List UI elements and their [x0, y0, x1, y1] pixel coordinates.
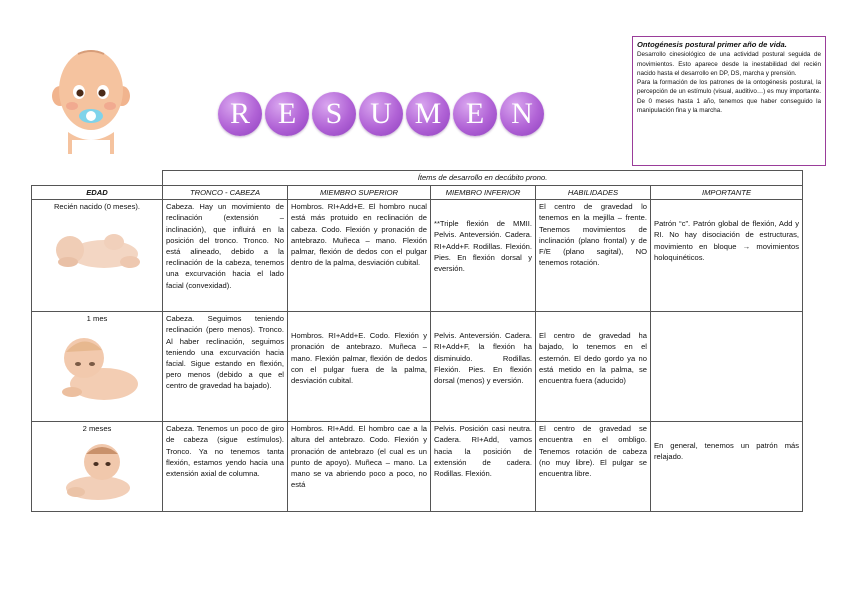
column-header-upper-limb: MIEMBRO SUPERIOR	[288, 186, 431, 200]
age-label: 2 meses	[82, 424, 112, 434]
upper-limb-cell: Hombros. RI+Add+E. El hombro nucal está más protuido en reclinación de cabeza. Codo. Flexión y pronación de antebrazo. Muñeca – mano. Flexión palmar, flexión de dedos con el pulgar dentro de la palma, desviación cubital.	[288, 200, 431, 312]
age-cell	[32, 200, 163, 312]
summary-body: Desarrollo cinesiológico de una actividad postural seguida de movimientos. Esto aparece desde la inestabilidad del recién nacido hasta el desarrollo en DP, DS, marcha y prensión.	[637, 51, 821, 77]
age-label: 1 mes	[86, 314, 108, 324]
table-caption: Ítems de desarrollo en decúbito prono.	[163, 171, 803, 186]
table-corner	[32, 171, 163, 186]
title-letter: M	[406, 92, 450, 136]
column-header-age: EDAD	[32, 186, 163, 200]
age-label: Recién nacido (0 meses).	[53, 202, 141, 212]
table-row	[32, 312, 803, 422]
lower-limb-cell: Pelvis. Anteversión. Cadera. RI+Add+F, la flexión ha disminuido. Rodillas. Flexión. Pies. En flexión dorsal (menos) y eversión.	[431, 312, 536, 422]
page-title	[218, 86, 620, 144]
age-cell	[32, 422, 163, 512]
skills-cell: El centro de gravedad ha bajado, lo tenemos en el esternón. El dedo gordo ya no está metido en la palma, se encuentra fuera (aducido)	[536, 312, 651, 422]
column-header-lower-limb: MIEMBRO INFERIOR	[431, 186, 536, 200]
summary-body-2: Para la formación de los patrones de la ontogénesis postural, la percepción de un estímulo (visual, auditivo…) es muy importante. De 0 meses hasta 1 año, tenemos que haber conseguido la manipulación fina y la marcha.	[637, 79, 821, 115]
lower-limb-cell: Pelvis. Posición casi neutra. Cadera. RI+Add, vamos hacia la posición de extensión de cadera. Rodillas. Flexión.	[431, 422, 536, 512]
column-header-skills: HABILIDADES	[536, 186, 651, 200]
table-row	[32, 422, 803, 512]
upper-limb-cell: Hombros. RI+Add. El hombro cae a la altura del antebrazo. Codo. Flexión y pronación de antebrazo (el cual es un punto de apoyo). Muñeca – mano. La mano se va abriendo poco a poco, no está	[288, 422, 431, 512]
one-month-baby-photo	[52, 328, 142, 408]
trunk-cell: Cabeza. Hay un movimiento de reclinación (extensión – inclinación), que influirá en la posición del tronco. Tronco. No está alineado, debido a la reclinación de la cabeza, tenemos una excurvación hacia el lado facial (convexidad).	[163, 200, 288, 312]
development-table	[31, 170, 802, 512]
important-cell	[651, 312, 803, 422]
important-cell: En general, tenemos un patrón más relajado.	[651, 422, 803, 512]
table-row	[32, 200, 803, 312]
baby-face-logo	[48, 44, 134, 154]
trunk-cell: Cabeza. Seguimos teniendo reclinación (pero menos). Tronco. Al haber reclinación, seguimos teniendo una excurvación hacia facial. Sigue estando en flexión, pero menos (debido a que el centro de gravedad ha bajado).	[163, 312, 288, 422]
age-cell	[32, 312, 163, 422]
summary-box	[632, 36, 826, 166]
newborn-photo	[48, 216, 146, 274]
column-header-important: IMPORTANTE	[651, 186, 803, 200]
summary-title: Ontogénesis postural primer año de vida.	[637, 40, 787, 49]
two-month-baby-photo	[58, 438, 136, 504]
title-letter: N	[500, 92, 544, 136]
upper-limb-cell: Hombros. RI+Add+E. Codo. Flexión y pronación de antebrazo. Muñeca – mano. Flexión palmar, flexión de dedos con el pulgar fuera de la palma, desviación cubital.	[288, 312, 431, 422]
column-header-trunk: TRONCO - CABEZA	[163, 186, 288, 200]
title-letter: U	[359, 92, 403, 136]
skills-cell: El centro de gravedad lo tenemos en la mejilla – frente. Tenemos movimientos de inclinación (plano frontal) y de F/E (plano sagital), NO tenemos rotación.	[536, 200, 651, 312]
important-cell: Patrón “c”. Patrón global de flexión, Add y RI. No hay disociación de estructuras, movimiento en bloque → movimientos holoquinéticos.	[651, 200, 803, 312]
lower-limb-cell: **Triple flexión de MMII. Pelvis. Anteversión. Cadera. RI+Add+F. Rodillas. Flexión. Pies. En flexión dorsal y eversión.	[431, 200, 536, 312]
title-letter: E	[265, 92, 309, 136]
title-letter: R	[218, 92, 262, 136]
trunk-cell: Cabeza. Tenemos un poco de giro de cabeza (sigue estímulos). Tronco. Ya no tenemos tanta flexión, estamos yendo hacia una extensión axial de columna.	[163, 422, 288, 512]
title-letter: E	[453, 92, 497, 136]
skills-cell: El centro de gravedad se encuentra en el ombligo. Tenemos rotación de cabeza (no muy libre). El pulgar se encuentra libre.	[536, 422, 651, 512]
title-letter: S	[312, 92, 356, 136]
